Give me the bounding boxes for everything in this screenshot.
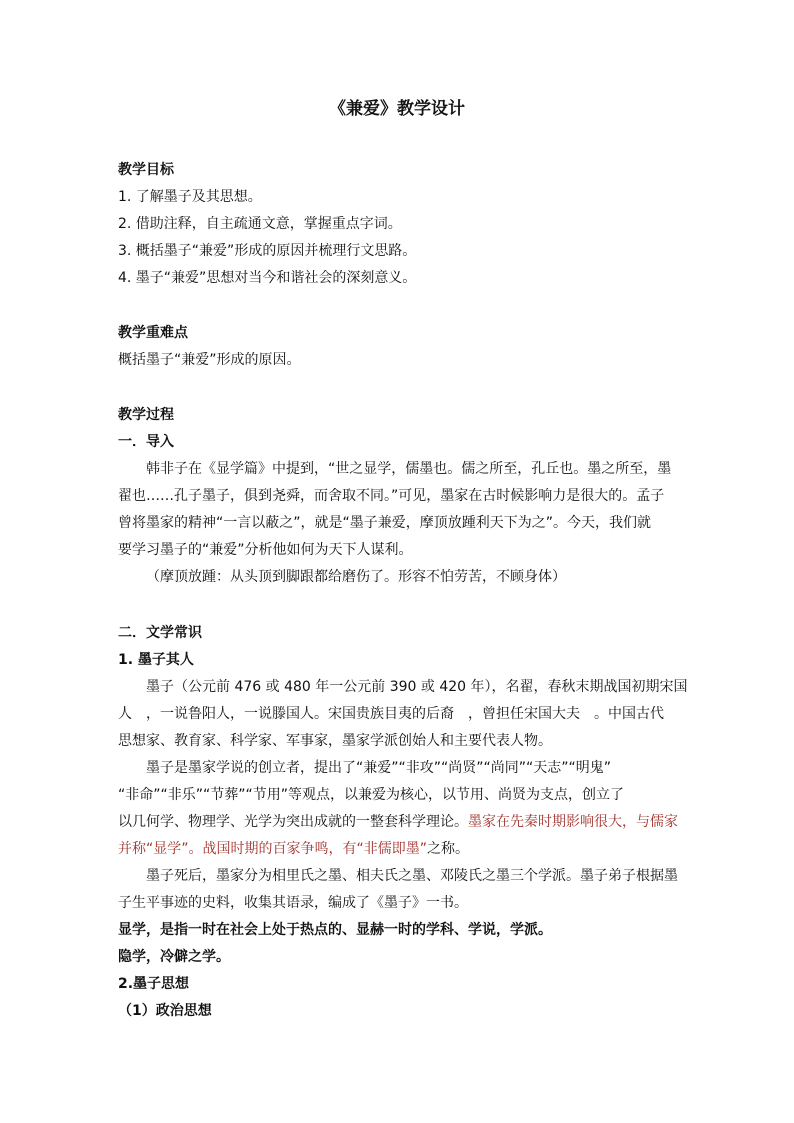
objectives-heading: 教学目标 <box>118 162 174 178</box>
schools-paragraph-line: 子生平事迹的史料，收集其语录，编成了《墨子》一书。 <box>118 895 468 911</box>
schools-paragraph-line: 墨子死后，墨家分为相里氏之墨、相夫氏之墨、邓陵氏之墨三个学派。墨子弟子根据墨 <box>146 868 678 884</box>
process-heading: 教学过程 <box>118 407 174 423</box>
doctrine-paragraph-line <box>118 812 678 832</box>
key-points-heading: 教学重难点 <box>118 325 188 341</box>
bio-paragraph-line: 墨子（公元前 476 或 480 年一公元前 390 或 420 年），名翟，春秋末期战国初期宋国 <box>146 679 688 695</box>
literature-heading: 二．文学常识 <box>118 625 202 641</box>
highlighted-text: 并称“显学”。战国时期的百家争鸣，有“非儒即墨” <box>118 841 428 857</box>
objective-item: 1. 了解墨子及其思想。 <box>118 189 262 205</box>
key-points-text: 概括墨子“兼爱”形成的原因。 <box>118 352 301 368</box>
objective-item: 3. 概括墨子“兼爱”形成的原因并梳理行文思路。 <box>118 243 417 259</box>
objective-item: 4. 墨子“兼爱”思想对当今和谐社会的深刻意义。 <box>118 270 417 286</box>
doctrine-paragraph-line: 墨子是墨家学说的创立者，提出了“兼爱”“非攻”“尚贤”“尚同”“天志”“明鬼” <box>146 760 612 776</box>
bio-paragraph-line: 人 ，一说鲁阳人，一说滕国人。宋国贵族目夷的后裔 ，曾担任宋国大夫 。中国古代 <box>118 706 664 722</box>
definition-yinxue: 隐学，冷僻之学。 <box>118 949 230 965</box>
page-title: 《兼爱》教学设计 <box>329 99 465 119</box>
intro-paragraph-line: 韩非子在《显学篇》中提到，“世之显学，儒墨也。儒之所至，孔丘也。墨之所至，墨 <box>146 461 672 477</box>
intro-paragraph-line: 曾将墨家的精神“一言以蔽之”，就是“墨子兼爱，摩顶放踵利天下为之”。今天，我们就 <box>118 515 652 531</box>
highlighted-text: 墨家在先秦时期影响很大，与儒家 <box>468 814 678 830</box>
definition-xianxue: 显学，是指一时在社会上处于热点的、显赫一时的学科、学说，学派。 <box>118 922 552 938</box>
political-thought-heading: （1）政治思想 <box>118 1003 212 1019</box>
doctrine-paragraph-line: “非命”“非乐”“节葬”“节用”等观点，以兼爱为核心，以节用、尚贤为支点，创立了 <box>118 787 625 803</box>
plain-text: 以几何学、物理学、光学为突出成就的一整套科学理论。 <box>118 814 468 830</box>
objective-item: 2. 借助注释，自主疏通文意，掌握重点字词。 <box>118 216 402 232</box>
intro-heading: 一．导入 <box>118 434 174 450</box>
intro-paragraph-line: 要学习墨子的“兼爱”分析他如何为天下人谋利。 <box>118 542 413 558</box>
intro-paragraph-line: 翟也……孔子墨子，俱到尧舜，而舍取不同。”可见，墨家在古时候影响力是很大的。孟子 <box>118 488 665 504</box>
mozi-thought-heading: 2.墨子思想 <box>118 976 190 992</box>
doctrine-paragraph-line <box>118 839 469 859</box>
mozi-bio-heading: 1. 墨子其人 <box>118 652 194 668</box>
bio-paragraph-line: 思想家、教育家、科学家、军事家，墨家学派创始人和主要代表人物。 <box>118 733 552 749</box>
plain-text: 之称。 <box>427 841 470 857</box>
intro-note: （摩顶放踵：从头顶到脚跟都给磨伤了。形容不怕劳苦，不顾身体） <box>146 569 566 585</box>
